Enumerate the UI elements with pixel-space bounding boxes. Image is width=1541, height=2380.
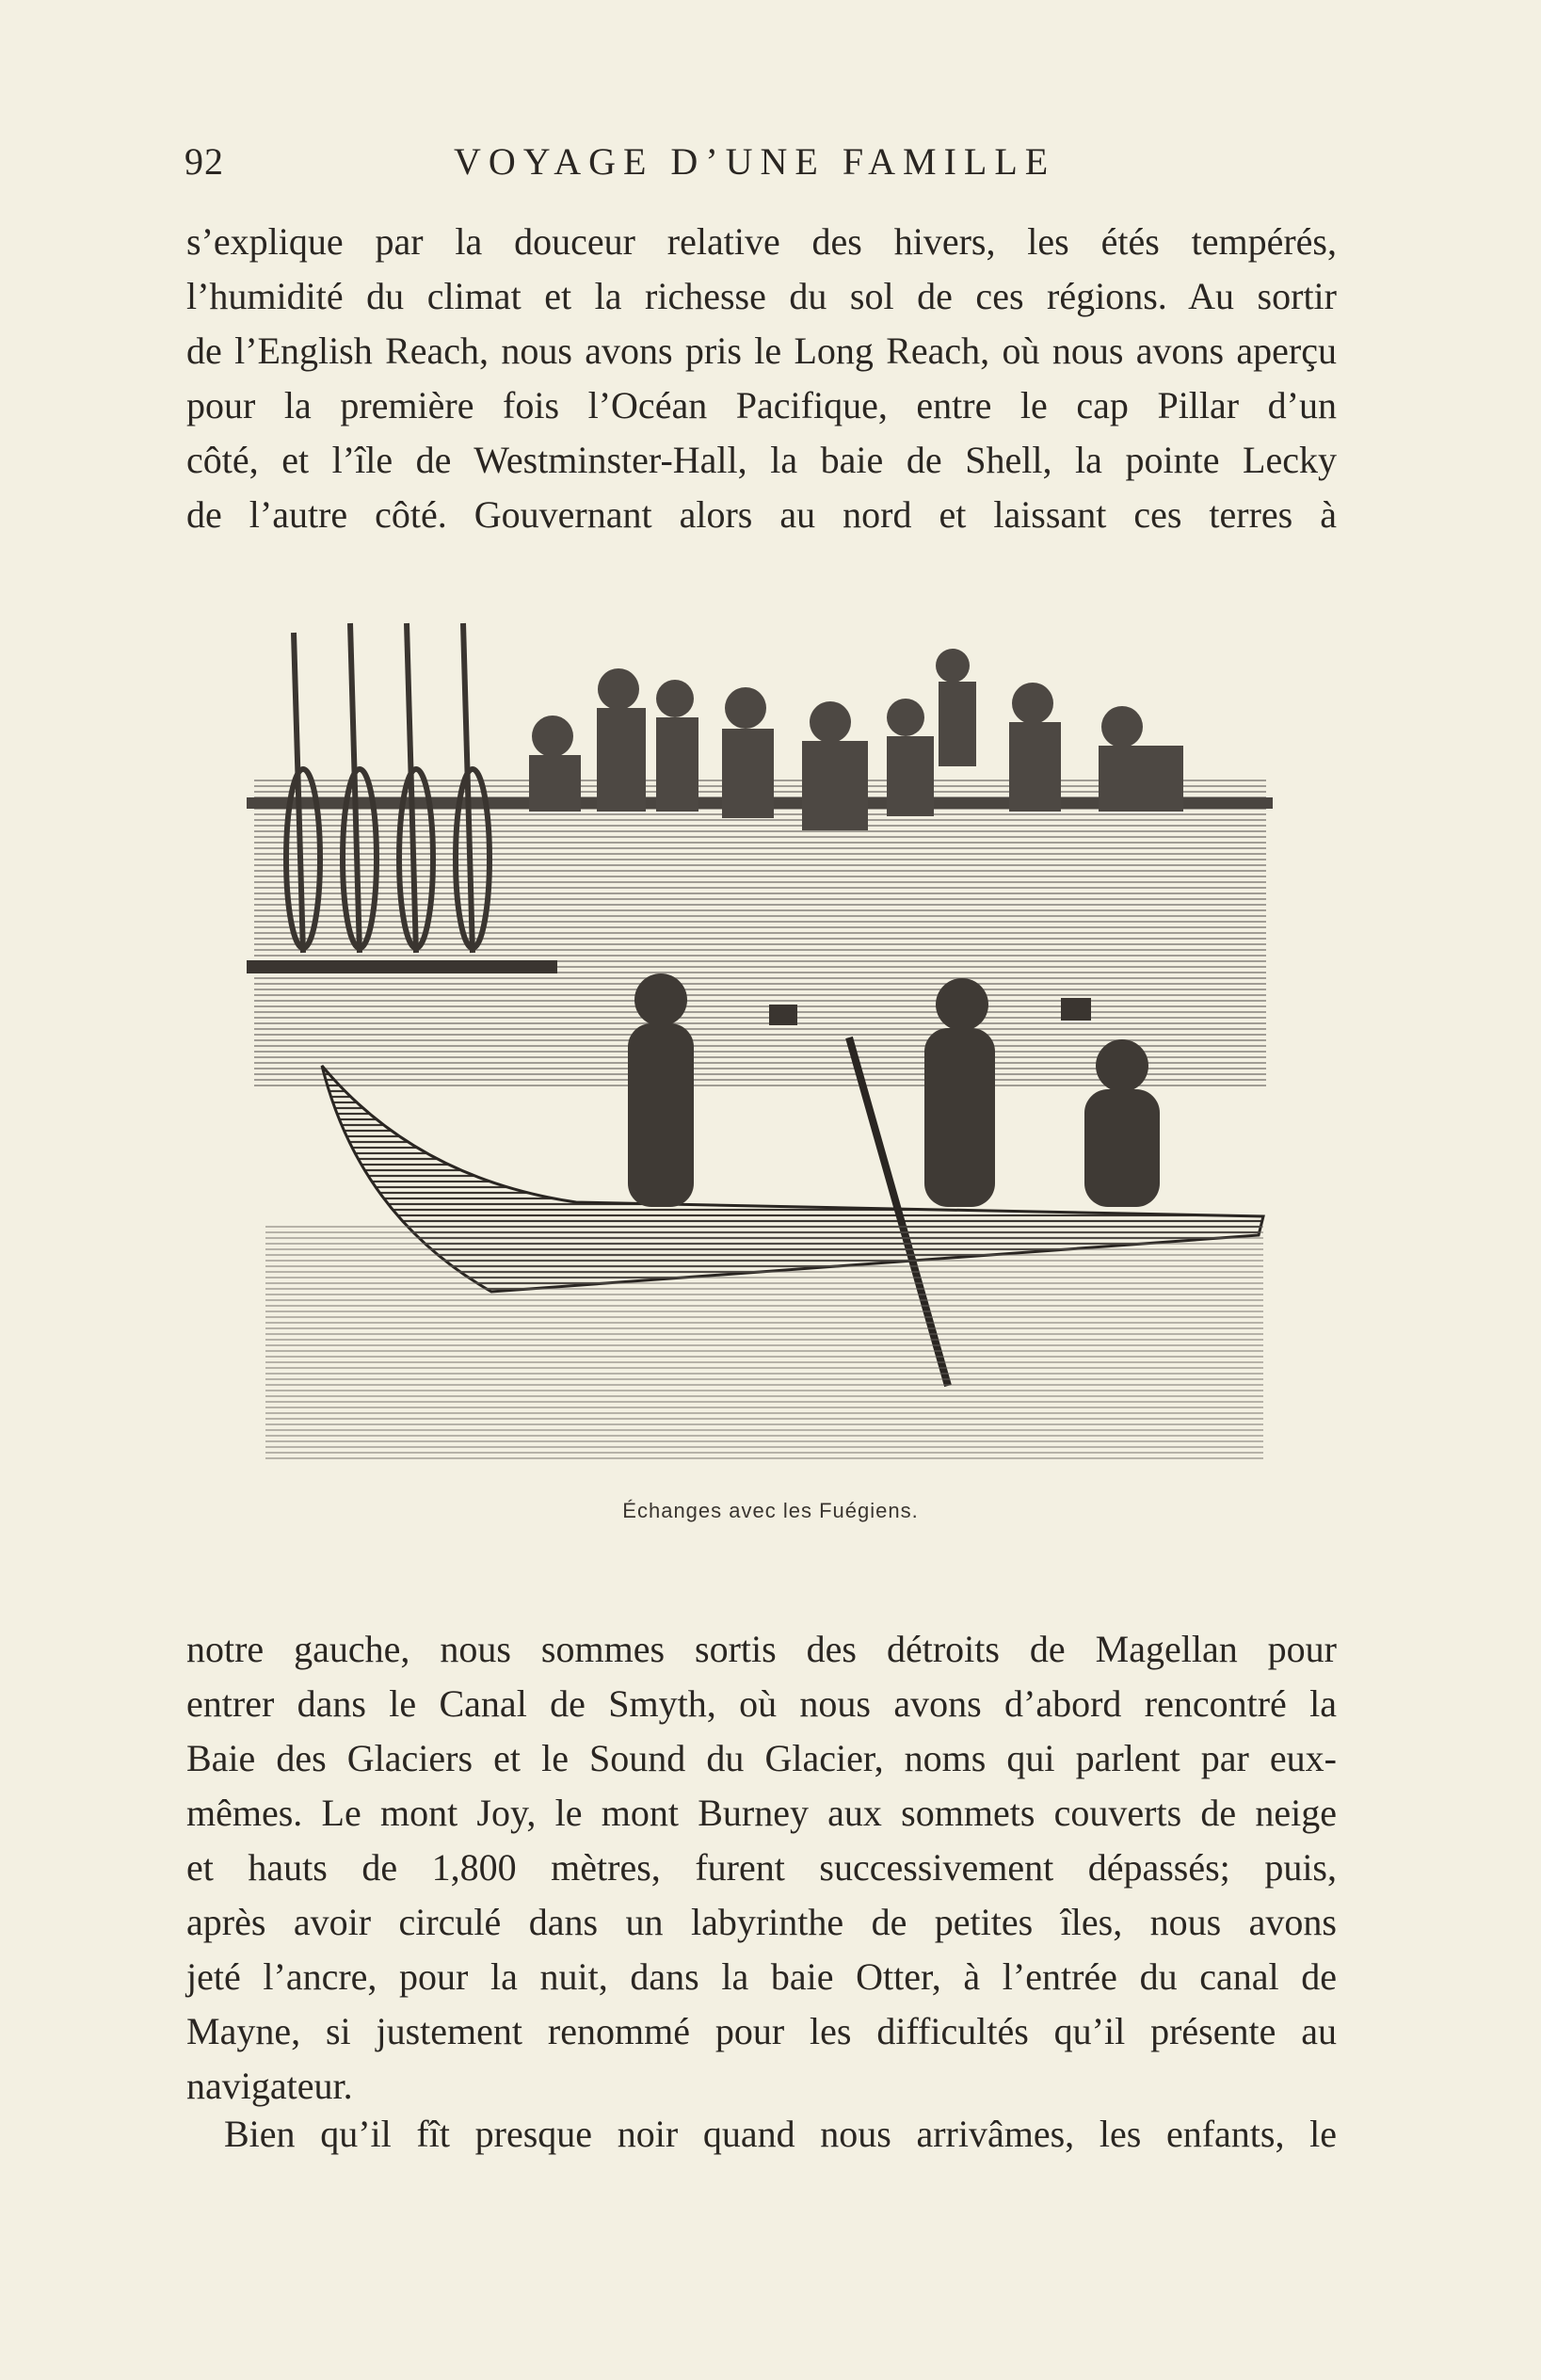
running-title: VOYAGE D’UNE FAMILLE: [454, 140, 1056, 183]
text-line: s’explique par la douceur relative des hivers, les étés tempérés,: [186, 220, 1337, 263]
text-line: Bien qu’il fît presque noir quand nous arrivâmes, les enfants, le: [224, 2113, 1337, 2155]
text-line: Baie des Glaciers et le Sound du Glacier, noms qui parlent par eux-: [186, 1737, 1337, 1779]
text-line: mêmes. Le mont Joy, le mont Burney aux sommets couverts de neige: [186, 1792, 1337, 1834]
channel-plate: [247, 960, 557, 973]
paragraph-middle: [186, 1622, 1337, 2114]
engraving-illustration: [247, 614, 1277, 1480]
paragraph-bottom: [186, 2107, 1337, 2162]
water: [265, 1226, 1263, 1461]
text-line: côté, et l’île de Westminster-Hall, la baie de Shell, la pointe Lecky: [186, 439, 1337, 481]
text-line: entrer dans le Canal de Smyth, où nous avons d’abord rencontré la: [186, 1682, 1337, 1725]
text-line: jeté l’ancre, pour la nuit, dans la baie Otter, à l’entrée du canal de: [186, 1955, 1337, 1998]
running-head: [185, 139, 1338, 186]
text-line: après avoir circulé dans un labyrinthe de petites îles, nous avons: [186, 1901, 1337, 1943]
text-line: l’humidité du climat et la richesse du sol de ces régions. Au sortir: [186, 275, 1337, 317]
text-line: notre gauche, nous sommes sortis des détroits de Magellan pour: [186, 1628, 1337, 1670]
figure-caption: Échanges avec les Fuégiens.: [622, 1499, 919, 1522]
text-line: de l’autre côté. Gouvernant alors au nord et laissant ces terres à: [186, 493, 1337, 536]
text-line: et hauts de 1,800 mètres, furent successivement dépassés; puis,: [186, 1846, 1337, 1889]
text-line: Mayne, si justement renommé pour les difficultés qu’il présente au: [186, 2010, 1337, 2052]
text-line: de l’English Reach, nous avons pris le Long Reach, où nous avons aperçu: [186, 330, 1337, 372]
paragraph-top: [186, 215, 1337, 542]
text-line: pour la première fois l’Océan Pacifique, entre le cap Pillar d’un: [186, 384, 1337, 426]
page-number: 92: [185, 140, 224, 183]
porthole: [769, 1005, 797, 1025]
text-line: navigateur.: [186, 2065, 353, 2107]
porthole: [1061, 998, 1091, 1021]
